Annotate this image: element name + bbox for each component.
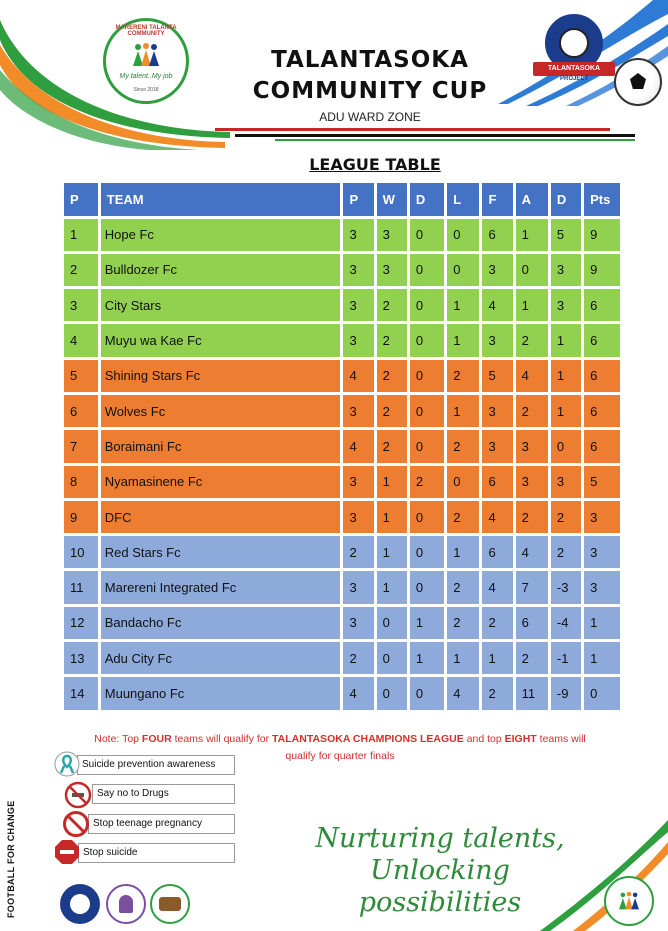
cell-team: Muungano Fc: [99, 676, 342, 711]
cell-points: 6: [583, 358, 620, 393]
cell-goals-against: 4: [514, 358, 549, 393]
cell-team: City Stars: [99, 288, 342, 323]
col-header-goal-diff: D: [549, 183, 582, 217]
cell-lost: 0: [446, 217, 481, 252]
cell-points: 5: [583, 464, 620, 499]
awareness-item: [77, 755, 235, 775]
table-row: [64, 641, 620, 676]
partner-logo-green: [150, 884, 190, 924]
table-row: [64, 393, 620, 428]
page-title-line2: COMMUNITY CUP: [252, 78, 488, 104]
talantasoka-logo-label: TALANTASOKA: [533, 62, 615, 76]
cell-goals-against: 4: [514, 535, 549, 570]
cell-goals-for: 5: [481, 358, 514, 393]
cell-lost: 1: [446, 323, 481, 358]
cell-played: 3: [342, 252, 375, 287]
cell-goal-diff: 2: [549, 499, 582, 534]
cell-lost: 1: [446, 393, 481, 428]
cell-won: 2: [375, 288, 408, 323]
cell-goals-against: 2: [514, 499, 549, 534]
cell-points: 1: [583, 605, 620, 640]
cell-played: 4: [342, 676, 375, 711]
people-icon: [129, 42, 163, 68]
note-text: teams will qualify for: [171, 733, 273, 745]
football-icon: [70, 894, 90, 914]
cell-won: 3: [375, 252, 408, 287]
cell-drawn: 0: [408, 535, 445, 570]
col-header-won: W: [375, 183, 408, 217]
cell-goal-diff: -4: [549, 605, 582, 640]
cell-lost: 0: [446, 252, 481, 287]
cell-lost: 2: [446, 570, 481, 605]
col-header-played: P: [342, 183, 375, 217]
cell-goal-diff: -9: [549, 676, 582, 711]
cell-goals-for: 3: [481, 393, 514, 428]
page-subtitle: ADU WARD ZONE: [319, 110, 421, 124]
slogan-line2: Unlocking possibilities: [358, 855, 522, 918]
cell-position: 7: [64, 429, 99, 464]
col-header-points: Pts: [583, 183, 620, 217]
cell-won: 2: [375, 323, 408, 358]
cell-goals-for: 4: [481, 499, 514, 534]
cell-points: 9: [583, 252, 620, 287]
cell-team: Shining Stars Fc: [99, 358, 342, 393]
col-header-lost: L: [446, 183, 481, 217]
cell-position: 13: [64, 641, 99, 676]
cell-played: 4: [342, 358, 375, 393]
col-header-drawn: D: [408, 183, 445, 217]
table-row: [64, 323, 620, 358]
cell-won: 1: [375, 570, 408, 605]
cell-goal-diff: 5: [549, 217, 582, 252]
note-emphasis: FOUR: [141, 733, 172, 745]
cell-goal-diff: 3: [549, 288, 582, 323]
cell-played: 3: [342, 570, 375, 605]
cell-goals-for: 3: [481, 429, 514, 464]
cell-goal-diff: -1: [549, 641, 582, 676]
col-header-for: F: [481, 183, 514, 217]
cell-won: 1: [375, 499, 408, 534]
cell-points: 6: [583, 288, 620, 323]
cell-goals-against: 2: [514, 323, 549, 358]
table-row: [64, 535, 620, 570]
cell-won: 0: [375, 676, 408, 711]
cell-position: 5: [64, 358, 99, 393]
awareness-label: Suicide prevention awareness: [82, 759, 216, 770]
league-table: [64, 183, 620, 713]
cell-points: 9: [583, 217, 620, 252]
awareness-label: Stop suicide: [83, 847, 138, 858]
ribbon-icon: [54, 751, 80, 777]
cell-won: 1: [375, 464, 408, 499]
awareness-label: Stop teenage pregnancy: [93, 818, 202, 829]
football-icon: [614, 58, 662, 106]
cell-position: 3: [64, 288, 99, 323]
section-title: LEAGUE TABLE: [309, 155, 441, 174]
partner-logo-purple: [106, 884, 146, 924]
slogan-line1: Nurturing talents,: [315, 823, 565, 854]
cell-played: 3: [342, 323, 375, 358]
cell-points: 0: [583, 676, 620, 711]
cell-position: 10: [64, 535, 99, 570]
table-row: [64, 676, 620, 711]
cell-position: 14: [64, 676, 99, 711]
cell-goals-against: 0: [514, 252, 549, 287]
table-row: [64, 217, 620, 252]
cell-lost: 1: [446, 641, 481, 676]
marereni-talanta-logo: [103, 18, 189, 104]
cell-lost: 0: [446, 464, 481, 499]
cell-points: 6: [583, 429, 620, 464]
cell-points: 6: [583, 393, 620, 428]
people-icon: [616, 891, 642, 911]
table-row: [64, 358, 620, 393]
cell-position: 2: [64, 252, 99, 287]
logo-motto: My talent..My job: [119, 73, 173, 80]
cell-won: 1: [375, 535, 408, 570]
cell-position: 6: [64, 393, 99, 428]
cell-lost: 1: [446, 288, 481, 323]
cell-team: Adu City Fc: [99, 641, 342, 676]
cell-lost: 4: [446, 676, 481, 711]
cell-drawn: 0: [408, 676, 445, 711]
cell-goals-for: 2: [481, 605, 514, 640]
cell-lost: 2: [446, 605, 481, 640]
cell-drawn: 2: [408, 464, 445, 499]
cell-goals-against: 2: [514, 641, 549, 676]
cell-goals-for: 3: [481, 252, 514, 287]
cell-drawn: 0: [408, 570, 445, 605]
cell-goal-diff: 2: [549, 535, 582, 570]
cell-won: 2: [375, 393, 408, 428]
cell-position: 4: [64, 323, 99, 358]
marereni-talanta-logo-small: [604, 876, 654, 926]
cell-played: 3: [342, 605, 375, 640]
cell-played: 3: [342, 217, 375, 252]
cell-goals-for: 6: [481, 217, 514, 252]
cell-drawn: 0: [408, 252, 445, 287]
cell-drawn: 0: [408, 288, 445, 323]
person-icon: [119, 895, 133, 913]
cell-team: Wolves Fc: [99, 393, 342, 428]
cell-team: Bulldozer Fc: [99, 252, 342, 287]
cell-team: Hope Fc: [99, 217, 342, 252]
talantasoka-logo-small: [60, 884, 100, 924]
cell-drawn: 0: [408, 217, 445, 252]
football-icon: [559, 28, 589, 58]
cell-goals-for: 3: [481, 323, 514, 358]
cell-goal-diff: 1: [549, 393, 582, 428]
cell-team: Marereni Integrated Fc: [99, 570, 342, 605]
cell-goals-for: 6: [481, 464, 514, 499]
table-row: [64, 499, 620, 534]
cell-played: 2: [342, 535, 375, 570]
cell-played: 3: [342, 464, 375, 499]
table-row: [64, 252, 620, 287]
table-row: [64, 570, 620, 605]
cell-goal-diff: 3: [549, 464, 582, 499]
no-sign-icon: [62, 810, 90, 838]
cell-drawn: 0: [408, 499, 445, 534]
cell-goals-against: 3: [514, 464, 549, 499]
note-text: and top: [463, 733, 505, 745]
cell-goals-for: 4: [481, 570, 514, 605]
cell-goals-for: 6: [481, 535, 514, 570]
col-header-against: A: [514, 183, 549, 217]
cell-team: Bandacho Fc: [99, 605, 342, 640]
cell-won: 2: [375, 429, 408, 464]
logo-since: Since 2018: [133, 87, 159, 93]
cell-goal-diff: 3: [549, 252, 582, 287]
cell-drawn: 0: [408, 393, 445, 428]
cell-drawn: 1: [408, 605, 445, 640]
note-emphasis: EIGHT: [504, 733, 537, 745]
cell-drawn: 0: [408, 358, 445, 393]
cell-goals-against: 11: [514, 676, 549, 711]
cell-points: 1: [583, 641, 620, 676]
cell-won: 2: [375, 358, 408, 393]
cell-team: Red Stars Fc: [99, 535, 342, 570]
cell-goals-for: 2: [481, 676, 514, 711]
cell-position: 1: [64, 217, 99, 252]
cell-goals-against: 2: [514, 393, 549, 428]
cell-played: 3: [342, 393, 375, 428]
cell-goal-diff: 1: [549, 323, 582, 358]
awareness-item: [78, 843, 235, 863]
table-row: [64, 605, 620, 640]
note-text: teams will qualify for quarter finals: [285, 733, 586, 762]
talantasoka-logo-sub: PROJECT: [560, 76, 589, 82]
cell-goals-for: 4: [481, 288, 514, 323]
cell-lost: 2: [446, 499, 481, 534]
awareness-label: Say no to Drugs: [97, 788, 169, 799]
cell-won: 0: [375, 641, 408, 676]
cell-lost: 2: [446, 358, 481, 393]
cell-points: 6: [583, 323, 620, 358]
cell-lost: 1: [446, 535, 481, 570]
cell-goal-diff: 1: [549, 358, 582, 393]
table-row: [64, 288, 620, 323]
header-divider-lines: [215, 126, 635, 142]
table-row: [64, 464, 620, 499]
table-row: [64, 429, 620, 464]
page-title-line1: TALANTASOKA: [271, 47, 469, 73]
logo-ring-text: MARERENI TALANTA COMMUNITY: [115, 25, 177, 37]
col-header-team: TEAM: [99, 183, 342, 217]
note-emphasis: TALANTASOKA CHAMPIONS LEAGUE: [272, 733, 464, 745]
stop-sign-icon: [54, 839, 80, 865]
cell-drawn: 0: [408, 429, 445, 464]
cell-played: 3: [342, 499, 375, 534]
emblem-icon: [159, 897, 181, 911]
cell-team: DFC: [99, 499, 342, 534]
cell-team: Muyu wa Kae Fc: [99, 323, 342, 358]
cell-lost: 2: [446, 429, 481, 464]
cell-goals-against: 1: [514, 217, 549, 252]
cell-goal-diff: 0: [549, 429, 582, 464]
table-header-row: [64, 183, 620, 217]
cell-played: 4: [342, 429, 375, 464]
cell-points: 3: [583, 570, 620, 605]
cell-played: 3: [342, 288, 375, 323]
cell-points: 3: [583, 535, 620, 570]
cell-goal-diff: -3: [549, 570, 582, 605]
cell-position: 9: [64, 499, 99, 534]
cell-drawn: 1: [408, 641, 445, 676]
no-drugs-icon: [64, 781, 92, 809]
cell-goals-for: 1: [481, 641, 514, 676]
cell-goals-against: 1: [514, 288, 549, 323]
football-for-change-label: FOOTBALL FOR CHANGE: [6, 800, 16, 918]
cell-played: 2: [342, 641, 375, 676]
note-text: Note: Top: [94, 733, 142, 745]
cell-drawn: 0: [408, 323, 445, 358]
cell-points: 3: [583, 499, 620, 534]
col-header-position: P: [64, 183, 99, 217]
awareness-item: [88, 814, 235, 834]
cell-team: Boraimani Fc: [99, 429, 342, 464]
cell-position: 11: [64, 570, 99, 605]
cell-team: Nyamasinene Fc: [99, 464, 342, 499]
awareness-item: [92, 784, 235, 804]
cell-won: 3: [375, 217, 408, 252]
cell-position: 12: [64, 605, 99, 640]
cell-won: 0: [375, 605, 408, 640]
cell-goals-against: 3: [514, 429, 549, 464]
cell-goals-against: 6: [514, 605, 549, 640]
cell-goals-against: 7: [514, 570, 549, 605]
cell-position: 8: [64, 464, 99, 499]
